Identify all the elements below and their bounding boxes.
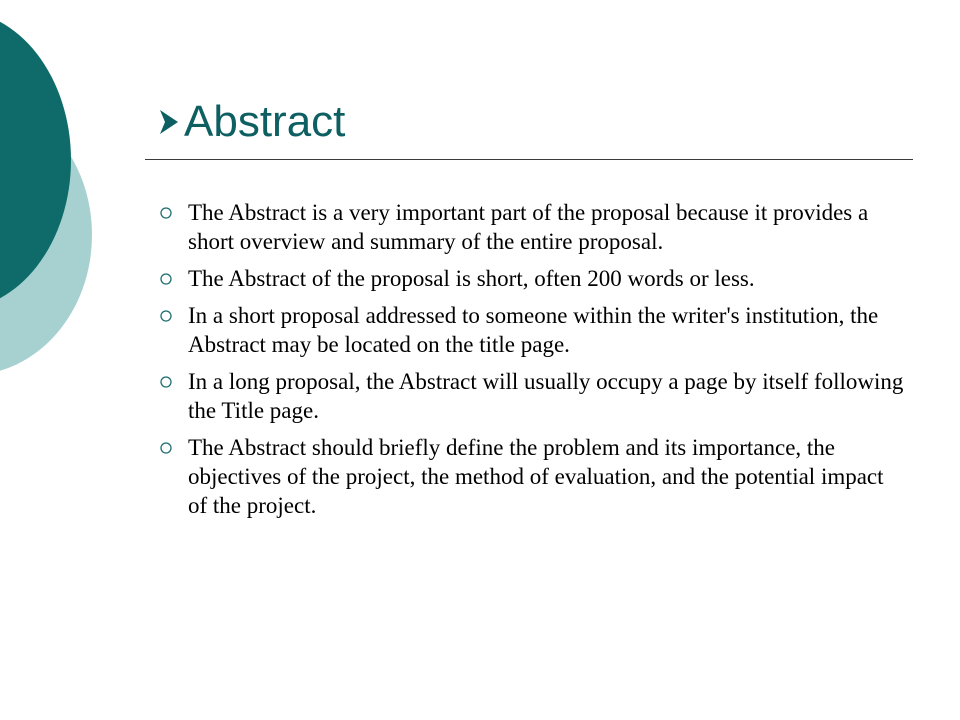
slide-title: Abstract bbox=[184, 97, 346, 146]
circle-bullet-icon bbox=[158, 271, 174, 287]
bullet-text: In a long proposal, the Abstract will usually occupy a page by itself following the Title page. bbox=[188, 369, 904, 423]
decorative-circles bbox=[0, 0, 120, 400]
circle-bullet-icon bbox=[158, 308, 174, 324]
circle-bullet-icon bbox=[158, 374, 174, 390]
bullet-text: The Abstract of the proposal is short, often 200 words or less. bbox=[188, 266, 755, 291]
list-item bbox=[158, 433, 908, 520]
arrowhead-bullet-icon bbox=[158, 107, 180, 137]
circle-bullet-icon bbox=[158, 440, 174, 456]
bullet-text: The Abstract is a very important part of the proposal because it provides a short overview and summary of the entire proposal. bbox=[188, 200, 869, 254]
list-item bbox=[158, 198, 908, 256]
bullet-list bbox=[158, 198, 908, 528]
list-item bbox=[158, 301, 908, 359]
bullet-text: The Abstract should briefly define the problem and its importance, the objectives of the project, the method of evaluation, and the potential impact of the project. bbox=[188, 435, 884, 518]
list-item bbox=[158, 367, 908, 425]
slide-title-row bbox=[158, 90, 345, 154]
title-divider bbox=[145, 159, 913, 160]
bullet-text: In a short proposal addressed to someone within the writer's institution, the Abstract may be located on the title page. bbox=[188, 303, 879, 357]
circle-bullet-icon bbox=[158, 205, 174, 221]
list-item bbox=[158, 264, 908, 293]
